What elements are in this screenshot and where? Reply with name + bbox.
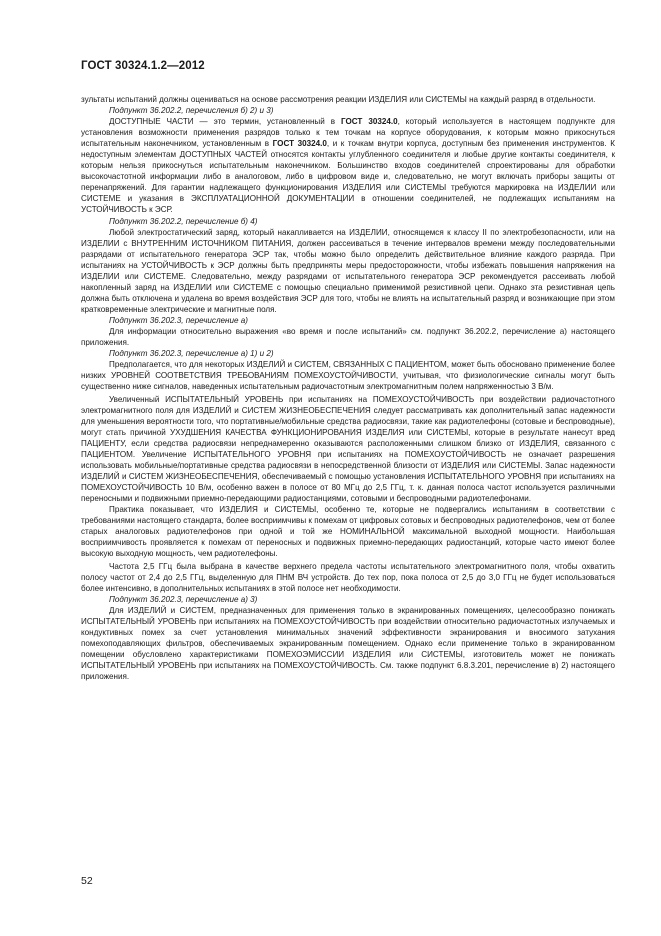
- standard-reference: ГОСТ 30324.0: [341, 117, 398, 127]
- body-paragraph: Для информации относительно выражения «во время и после испытаний» см. подпункт 36.202.2, перечисление а) настоящего приложения.: [81, 326, 615, 348]
- page-number: 52: [81, 875, 93, 887]
- body-paragraph: Любой электростатический заряд, который накапливается на ИЗДЕЛИИ, относящемся к классу II по электробезопасности, или на ИЗДЕЛИИ с ВНУТРЕННИМ ИСТОЧНИКОМ ПИТАНИЯ, должен рассеиваться в течение интервалов времени между последовательными разрядами от испытательного генератора ЭСР так, чтобы можно было определить действительное влияние каждого разряда. При испытаниях на УСТОЙЧИВОСТЬ к ЭСР должны быть предприняты меры предосторожности, чтобы избежать повышения напряжения на ИЗДЕЛИИ или СИСТЕМЕ. Следовательно, между разрядами от испытательного генератора ЭСР рекомендуется рассеивать любой накопленный заряд на ИЗДЕЛИИ или СИСТЕМЕ с помощью специально применимой резистивной цепи. Однако эта резистивная цепь должна быть отключена и удалена во время воздействия ЭСР для того, чтобы не влиять на испытательный разряд и возникающие при этом кратковременные электрические и магнитные поля.: [81, 227, 615, 314]
- body-paragraph: Частота 2,5 ГГц была выбрана в качестве верхнего предела частоты испытательного электромагнитного поля, чтобы охватить полосу частот от 2,4 до 2,5 ГГц, выделенную для ПНМ ВЧ устройств. До тех пор, пока полоса от 2,5 до 3,0 ГГц не будет использоваться более интенсивно, в дополнительных испытаниях в этой полосе нет необходимости.: [81, 561, 615, 594]
- subclause-reference: Подпункт 36.202.3, перечисление а) 3): [109, 595, 258, 605]
- body-paragraph: Увеличенный ИСПЫТАТЕЛЬНЫЙ УРОВЕНЬ при испытаниях на ПОМЕХОУСТОЙЧИВОСТЬ при воздействии радиочастотного электромагнитного поля для ИЗДЕЛИЙ и СИСТЕМ ЖИЗНЕОБЕСПЕЧЕНИЯ следует рассматривать как дополнительный запас надежности для уменьшения вероятности того, что портативные/мобильные средства радиосвязи, такие как радиотелефоны (сотовые и беспроводные), могут стать причиной УХУДШЕНИЯ КАЧЕСТВА ФУНКЦИОНИРОВАНИЯ ИЗДЕЛИЯ или СИСТЕМЫ, которые в результате нанесут вред ПАЦИЕНТУ, если средства радиосвязи непреднамеренно оказываются расположенными слишком близко от ИЗДЕЛИЯ, связанного с ПАЦИЕНТОМ. Увеличение ИСПЫТАТЕЛЬНОГО УРОВНЯ при испытаниях на ПОМЕХОУСТОЙЧИВОСТЬ не означает разрешения использовать мобильные/портативные средства радиосвязи в непосредственной близости от ИЗДЕЛИЯ или СИСТЕМЫ. Запас надежности ИЗДЕЛИЙ и СИСТЕМ ЖИЗНЕОБЕСПЕЧЕНИЯ, обеспечиваемый с помощью установления ИСПЫТАТЕЛЬНОГО УРОВНЯ при испытаниях на ПОМЕХОУСТОЙЧИВОСТЬ 10 В/м, особенно важен в полосе от 80 МГц до 2,5 ГГц, т. к. данная полоса частот используется различными переносными и подвижными приемно-передающими радиостанциями, сотовыми и беспроводными радиотелефонами.: [81, 394, 615, 504]
- subclause-reference: Подпункт 36.202.3, перечисление а): [109, 315, 248, 325]
- body-paragraph: Предполагается, что для некоторых ИЗДЕЛИЙ и СИСТЕМ, СВЯЗАННЫХ С ПАЦИЕНТОМ, может быть обосновано применение более низких УРОВНЕЙ СООТВЕТСТВИЯ ТРЕБОВАНИЯМ ПОМЕХОУСТОЙЧИВОСТИ, учитывая, что физиологические сигналы могут быть существенно ниже сигналов, наведенных испытательным радиочастотным электромагнитным полем напряженностью 3 В/м.: [81, 360, 615, 392]
- standard-reference: ГОСТ 30324.0: [272, 139, 327, 149]
- subclause-reference: Подпункт 36.202.3, перечисление а) 1) и 2): [109, 349, 274, 359]
- document-header: ГОСТ 30324.1.2—2012: [81, 60, 205, 72]
- body-paragraph: Практика показывает, что ИЗДЕЛИЯ и СИСТЕМЫ, особенно те, которые не подвергались испытаниям в соответствии с требованиями настоящего стандарта, более восприимчивы к помехам от цифровых сотовых и беспроводных радиотелефонов, чем от более старых аналоговых радиотелефонов при одной и той же НОМИНАЛЬНОЙ максимальной выходной мощности. Наибольшая восприимчивость проявляется к помехам от переносных и подвижных приемно-передающих радиостанций, которые часто имеют более высокую выходную мощность, чем радиотелефоны.: [81, 505, 615, 559]
- subclause-reference: Подпункт 36.202.2, перечисление б) 4): [109, 216, 258, 226]
- document-body: [81, 94, 615, 682]
- paragraph-continued: зультаты испытаний должны оцениваться на основе рассмотрения реакции ИЗДЕЛИЯ или СИСТЕМЫ на каждый разряд в отдельности.: [81, 95, 596, 104]
- body-paragraph: ДОСТУПНЫЕ ЧАСТИ — это термин, установленный в ГОСТ 30324.0, который используется в настоящем подпункте для установления возможности применения разрядов только к тем точкам на корпусе оборудования, к которым можно прикоснуться испытательным наконечником, установленным в ГОСТ 30324.0, и к точкам внутри корпуса, доступным без применения инструментов. К недоступным элементам ДОСТУПНЫХ ЧАСТЕЙ относятся контакты углубленного соединителя и любые другие контакты соединителя, к которым нельзя прикоснуться испытательным наконечником. Большинство входов соединителей спроектированы для обработки высокочастотной информации либо в аналоговом, либо в цифровом виде и, следовательно, не могут включать приборы защиты от перенапряжений. Для гарантии надлежащего функционирования ИЗДЕЛИЯ или СИСТЕМЫ требуются маркировка на ИЗДЕЛИИ или СИСТЕМЕ и указания в ЭКСПЛУАТАЦИОННОЙ ДОКУМЕНТАЦИИ в отношении соединителей, не подлежащих испытаниям на УСТОЙЧИВОСТЬ к ЭСР.: [81, 117, 615, 215]
- subclause-reference: Подпункт 36.202.2, перечисления б) 2) и 3): [109, 106, 274, 116]
- body-paragraph: Для ИЗДЕЛИЙ и СИСТЕМ, предназначенных для применения только в экранированных помещениях, целесообразно понижать ИСПЫТАТЕЛЬНЫЙ УРОВЕНЬ при испытаниях на ПОМЕХОУСТОЙЧИВОСТЬ при воздействии относительно радиочастотных излучаемых и кондуктивных помех за счет установления минимальных значений эффективности экранирования и вносимого затухания помехоподавляющих фильтров, обеспечиваемых экранированным помещением. Однако если применение только в экранированном помещении обусловлено характеристиками ПОМЕХОЭМИССИИ ИЗДЕЛИЯ или СИСТЕМЫ, изготовитель может не понижать ИСПЫТАТЕЛЬНЫЙ УРОВЕНЬ при испытаниях на ПОМЕХОУСТОЙЧИВОСТЬ. См. также подпункт 6.8.3.201, перечисление в) 2) настоящего приложения.: [81, 606, 615, 682]
